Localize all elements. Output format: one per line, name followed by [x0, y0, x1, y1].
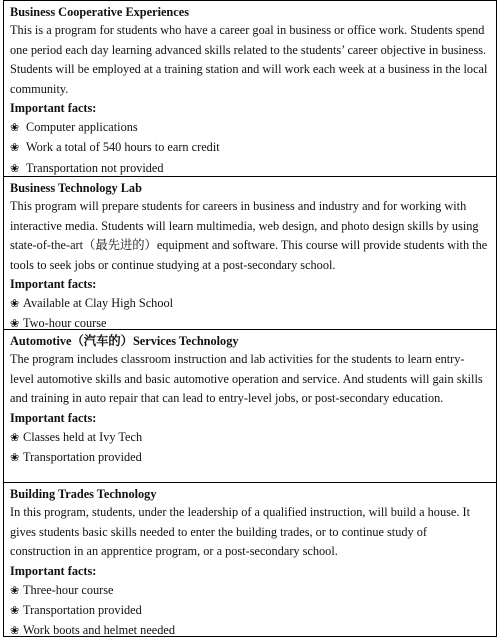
fact-item: ❀ Two-hour course	[10, 314, 488, 329]
fact-item: ❀ Work boots and helmet needed	[10, 621, 488, 636]
flower-bullet-icon: ❀	[10, 162, 20, 175]
section-title: Building Trades Technology	[10, 487, 157, 501]
fact-item: ❀ Transportation provided	[10, 601, 488, 621]
fact-item: ❀ Computer applications	[10, 118, 488, 138]
flower-bullet-icon: ❀	[10, 604, 20, 617]
section-title: Automotive（汽车的）Services Technology	[10, 334, 239, 348]
flower-bullet-icon: ❀	[10, 625, 20, 636]
flower-bullet-icon: ❀	[10, 298, 20, 310]
section-building-trades	[4, 482, 496, 636]
facts-heading: Important facts:	[10, 277, 97, 291]
section-automotive-services	[4, 329, 496, 482]
facts-heading: Important facts:	[10, 563, 97, 578]
fact-item: ❀ Transportation not provided	[10, 159, 488, 176]
flower-bullet-icon: ❀	[10, 584, 20, 597]
section-description: This program will prepare students for careers in business and industry and for working with interactive media. Students will learn multimedia, web design, and photo design skills by using state-of-the-art（最先进的）equipment and software. This course will provide students with the tools to seek jobs or continue studying at a post-secondary school.	[10, 199, 488, 272]
section-title: Business Cooperative Experiences	[10, 5, 189, 19]
fact-item: ❀ Available at Clay High School	[10, 294, 488, 314]
flower-bullet-icon: ❀	[10, 431, 20, 444]
section-business-technology-lab	[4, 176, 496, 329]
section-description: In this program, students, under the leadership of a qualified instruction, will build a house. It gives students basic skills needed to enter the building trades, or to continue study of construction in an apprentice program, or a post-secondary school.	[10, 505, 471, 558]
fact-item: ❀ Classes held at Ivy Tech	[10, 428, 488, 448]
program-table	[3, 0, 497, 637]
fact-item: ❀ Transportation provided	[10, 448, 488, 468]
fact-item: ❀ Three-hour course	[10, 581, 488, 601]
section-title: Business Technology Lab	[10, 181, 142, 195]
section-description: The program includes classroom instruction and lab activities for the students to learn entry-level automotive skills and basic automotive operation and service. And students will gain skills and training in auto repair that can lead to entry-level jobs, or post-secondary education.	[10, 352, 483, 405]
section-business-cooperative	[4, 1, 496, 176]
flower-bullet-icon: ❀	[10, 122, 20, 134]
section-description: This is a program for students who have a career goal in business or office work. Students spend one period each day learning advanced skills related to the students’ career objective in business. Students will be employed at a training station and will work each week at a business in the local community.	[10, 23, 488, 96]
fact-item: ❀ Work a total of 540 hours to earn credit	[10, 138, 488, 158]
flower-bullet-icon: ❀	[10, 318, 20, 329]
facts-heading: Important facts:	[10, 410, 97, 425]
flower-bullet-icon: ❀	[10, 142, 20, 155]
facts-heading: Important facts:	[10, 101, 97, 115]
flower-bullet-icon: ❀	[10, 451, 20, 464]
